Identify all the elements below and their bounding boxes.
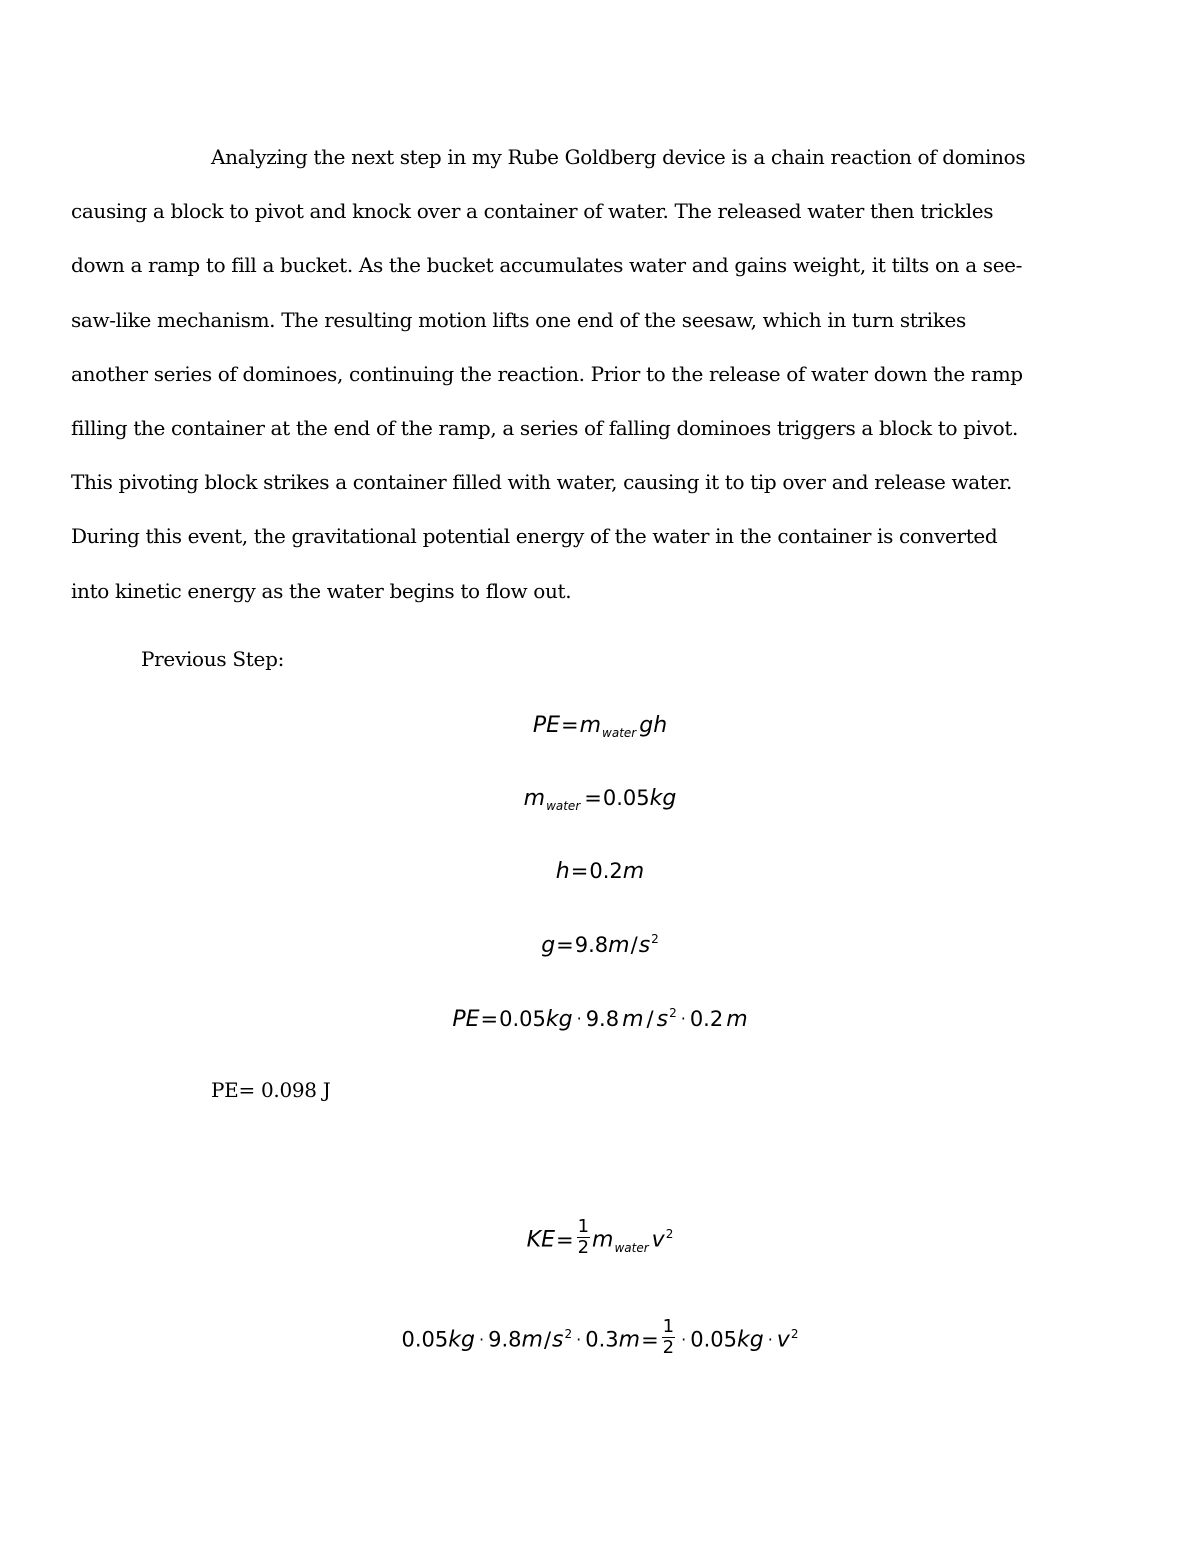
velocity-symbol: v [651, 1227, 665, 1253]
gravity-unit-m: m [521, 1327, 543, 1353]
mass-subscript: water [602, 726, 637, 740]
multiply-dot: · [479, 1329, 485, 1349]
fraction-numerator: 1 [662, 1316, 675, 1337]
height-number: 0.3 [585, 1327, 619, 1352]
height-symbol: h [653, 713, 668, 738]
multiply-dot: · [576, 1329, 582, 1349]
multiply-dot: · [767, 1329, 773, 1349]
mass-number: 0.05 [401, 1327, 449, 1352]
gravity-number: 9.8 [574, 933, 609, 957]
fraction-denominator: 2 [577, 1237, 590, 1258]
pe-symbol: PE [532, 713, 560, 738]
equals-sign: = [555, 1227, 574, 1252]
mass-symbol: m [592, 1227, 614, 1253]
height-number: 0.2 [589, 859, 623, 883]
exponent: 2 [669, 1006, 677, 1020]
equals-sign: = [570, 859, 589, 883]
exponent: 2 [564, 1326, 573, 1341]
mass-value-equation [0, 786, 1200, 813]
mass-number: 0.05 [499, 1007, 546, 1031]
gravity-unit-m: m [608, 933, 630, 958]
paragraph-line: Analyzing the next step in my Rube Goldberg device is a chain reaction of dominos [211, 145, 1026, 169]
exponent: 2 [790, 1326, 799, 1341]
mass-symbol: m [523, 786, 546, 811]
mass-number: 0.05 [690, 1327, 737, 1352]
height-unit: m [618, 1327, 641, 1353]
ke-symbol: KE [526, 1227, 555, 1253]
gravity-unit-s: s [638, 933, 651, 958]
height-value-equation [0, 859, 1200, 884]
gravity-unit-s: s [552, 1327, 564, 1353]
slash: / [646, 1007, 654, 1031]
height-unit: m [726, 1007, 748, 1032]
paragraph-line: another series of dominoes, continuing the reaction. Prior to the release of water down the ramp [71, 361, 1023, 386]
paragraph-line: filling the container at the end of the ramp, a series of falling dominoes triggers a block to pivot. [71, 416, 1019, 441]
height-symbol: h [555, 859, 570, 884]
paragraph-line: This pivoting block strikes a container filled with water, causing it to tip over and release water. [71, 470, 1013, 495]
paragraph-line: down a ramp to fill a bucket. As the bucket accumulates water and gains weight, it tilts on a see- [71, 253, 1023, 278]
gravity-value-equation [0, 932, 1200, 958]
fraction-denominator: 2 [662, 1337, 675, 1358]
pe-symbol: PE [452, 1007, 480, 1032]
equals-sign: = [556, 933, 574, 957]
pe-formula [0, 713, 1200, 740]
multiply-dot: · [576, 1009, 582, 1028]
mass-symbol: m [579, 713, 602, 738]
mass-unit: kg [649, 786, 677, 811]
exponent: 2 [665, 1226, 674, 1241]
exponent: 2 [651, 932, 659, 946]
mass-unit: kg [448, 1327, 475, 1353]
previous-step-label: Previous Step: [141, 647, 285, 671]
slash: / [630, 933, 638, 957]
equals-sign: = [480, 1007, 499, 1031]
pe-result: PE= 0.098 J [211, 1078, 331, 1102]
paragraph-line: causing a block to pivot and knock over a container of water. The released water then trickles [71, 199, 994, 224]
mass-unit: kg [736, 1327, 764, 1353]
slash: / [543, 1327, 552, 1352]
equals-sign: = [641, 1327, 659, 1352]
paragraph-line: During this event, the gravitational potential energy of the water in the container is converted [71, 524, 998, 549]
equals-sign: = [561, 713, 579, 737]
gravity-unit-m: m [622, 1007, 644, 1032]
multiply-dot: · [680, 1009, 686, 1028]
fraction-numerator: 1 [577, 1216, 590, 1237]
height-number: 0.2 [689, 1007, 724, 1031]
gravity-unit-s: s [656, 1007, 669, 1032]
mass-unit: kg [545, 1007, 573, 1032]
body-paragraph [71, 130, 1061, 618]
gravity-symbol: g [541, 933, 556, 958]
paragraph-line: into kinetic energy as the water begins to flow out. [71, 578, 572, 603]
multiply-dot: · [681, 1329, 687, 1349]
half-fraction [662, 1317, 675, 1358]
energy-balance-equation [0, 1316, 1200, 1361]
height-unit: m [622, 859, 645, 884]
half-fraction [577, 1217, 590, 1258]
paragraph-line: saw-like mechanism. The resulting motion lifts one end of the seesaw, which in turn strikes [71, 307, 966, 332]
equals-sign: = [584, 786, 602, 810]
mass-subscript: water [546, 799, 581, 813]
pe-substituted-equation [0, 1006, 1200, 1032]
velocity-symbol: v [776, 1327, 790, 1353]
mass-subscript: water [614, 1240, 649, 1255]
gravity-number: 9.8 [585, 1007, 620, 1031]
gravity-number: 9.8 [488, 1327, 522, 1352]
ke-formula [0, 1216, 1200, 1261]
gravity-symbol: g [639, 713, 654, 738]
mass-number: 0.05 [602, 786, 650, 810]
